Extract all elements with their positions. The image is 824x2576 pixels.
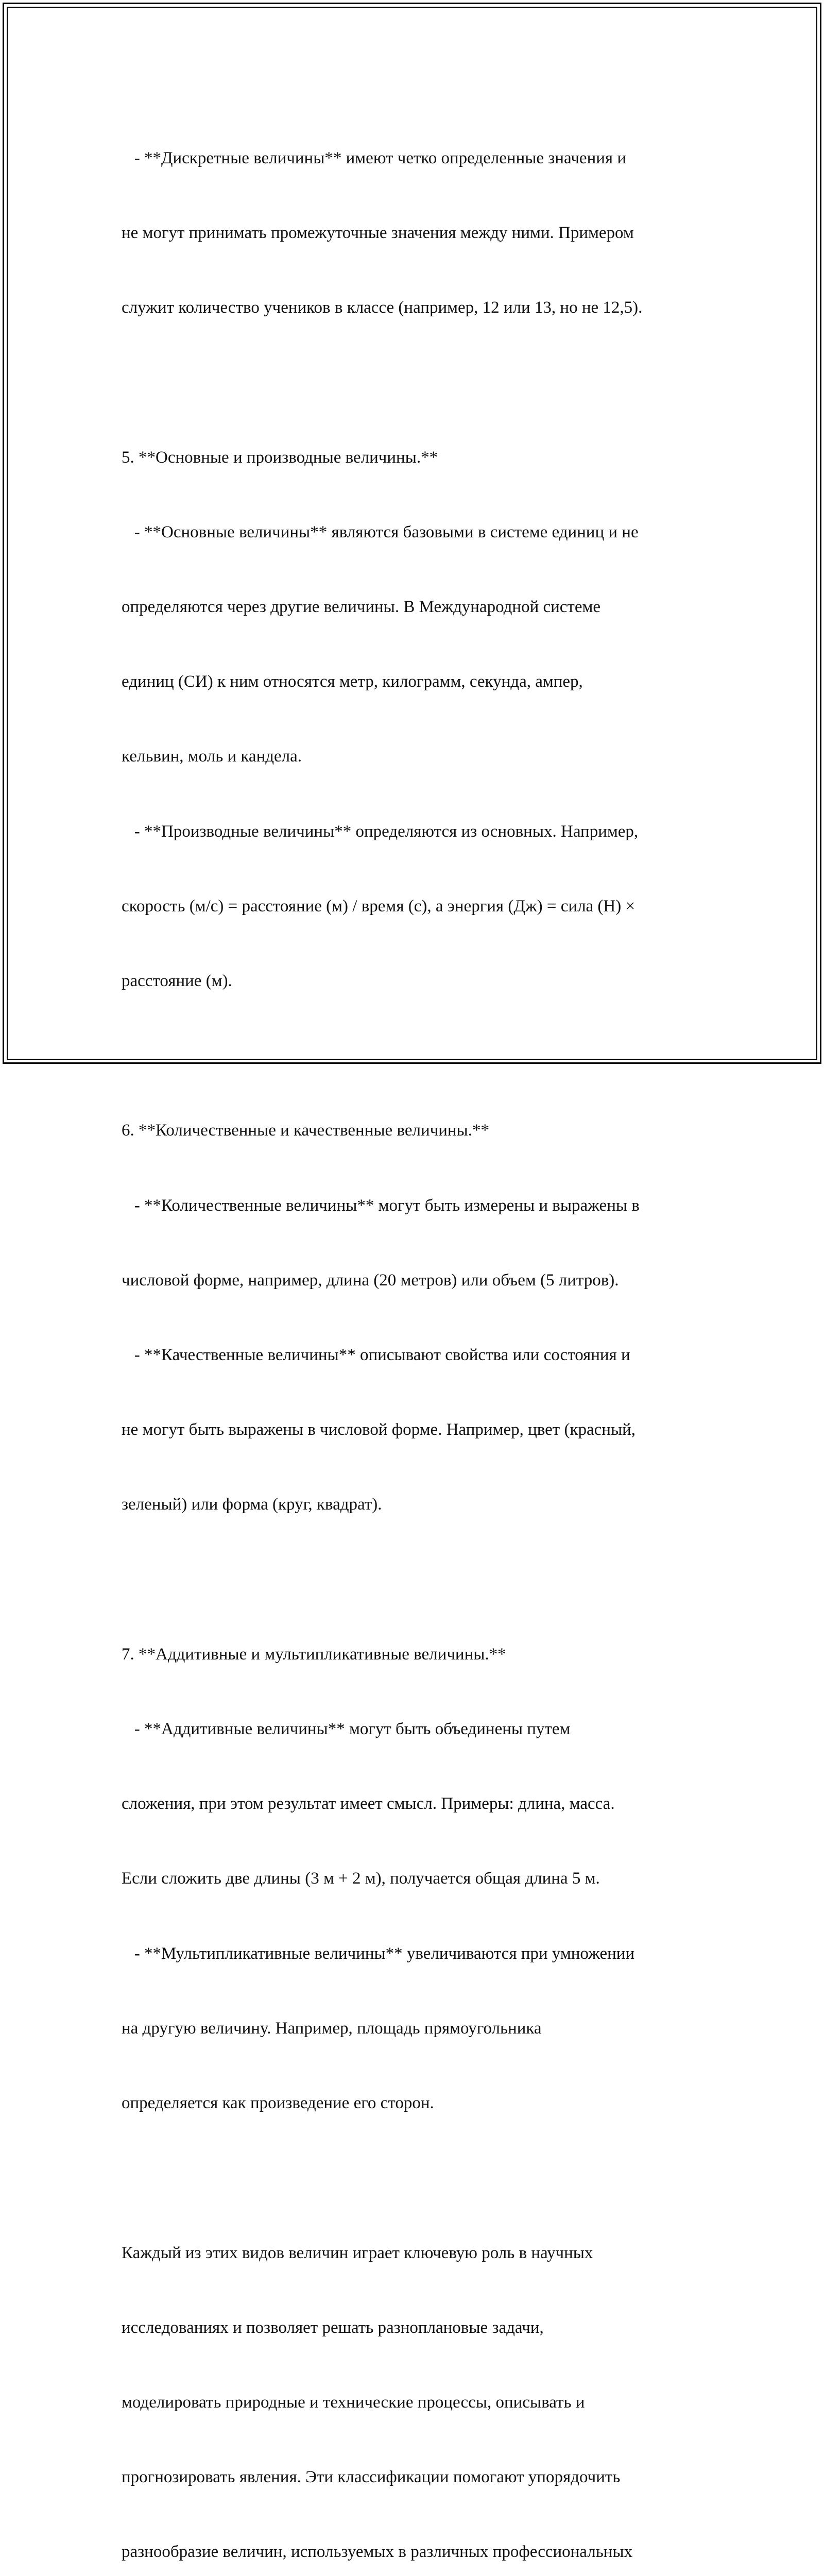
conclusion-line: Каждый из этих видов величин играет ключевую роль в научных	[122, 2243, 593, 2262]
text-line: определяется как произведение его сторон.	[122, 2094, 434, 2113]
section-heading-5: 5. **Основные и производные величины.**	[122, 448, 438, 467]
section-heading-7: 7. **Аддитивные и мультипликативные величины.**	[122, 1645, 506, 1664]
text-line: - **Мультипликативные величины** увеличиваются при умножении	[122, 1944, 635, 1963]
text-line: сложения, при этом результат имеет смысл. Примеры: длина, масса.	[122, 1794, 615, 1814]
text-line: не могут принимать промежуточные значения между ними. Примером	[122, 224, 634, 243]
blank-line	[122, 1567, 714, 1592]
text-line: - **Основные величины** являются базовыми в системе единиц и не	[122, 522, 639, 541]
blank-line	[122, 1043, 714, 1068]
text-line: расстояние (м).	[122, 972, 232, 991]
blank-line	[122, 370, 714, 395]
text-line: на другую величину. Например, площадь прямоугольника	[122, 2019, 542, 2038]
text-line: - **Качественные величины** описывают свойства или состояния и	[122, 1346, 630, 1365]
section-heading-6: 6. **Количественные и качественные величины.**	[122, 1121, 489, 1140]
conclusion-line: разнообразие величин, используемых в различных профессиональных	[122, 2543, 633, 2562]
blank-line	[122, 2165, 714, 2190]
document-body	[122, 96, 714, 2576]
text-line: числовой форме, например, длина (20 метров) или объем (5 литров).	[122, 1270, 619, 1290]
text-line: единиц (СИ) к ним относятся метр, килограмм, секунда, ампер,	[122, 672, 583, 691]
text-line: определяются через другие величины. В Международной системе	[122, 598, 601, 617]
text-line: зеленый) или форма (круг, квадрат).	[122, 1495, 382, 1514]
conclusion-line: исследованиях и позволяет решать разноплановые задачи,	[122, 2318, 544, 2337]
text-line: не могут быть выражены в числовой форме. Например, цвет (красный,	[122, 1420, 636, 1439]
text-line: - **Количественные величины** могут быть измерены и выражены в	[122, 1196, 640, 1215]
conclusion-line: моделировать природные и технические процессы, описывать и	[122, 2393, 585, 2412]
text-line: - **Производные величины** определяются из основных. Например,	[122, 822, 639, 841]
text-line: кельвин, моль и кандела.	[122, 747, 302, 766]
text-line: - **Аддитивные величины** могут быть объединены путем	[122, 1720, 571, 1739]
text-line: скорость (м/с) = расстояние (м) / время (с), а энергия (Дж) = сила (Н) ×	[122, 896, 636, 916]
text-line: Если сложить две длины (3 м + 2 м), получается общая длина 5 м.	[122, 1869, 600, 1888]
text-line: служит количество учеников в классе (например, 12 или 13, но не 12,5).	[122, 298, 643, 317]
text-line: - **Дискретные величины** имеют четко определенные значения и	[122, 148, 626, 167]
conclusion-line: прогнозировать явления. Эти классификации помогают упорядочить	[122, 2468, 621, 2487]
